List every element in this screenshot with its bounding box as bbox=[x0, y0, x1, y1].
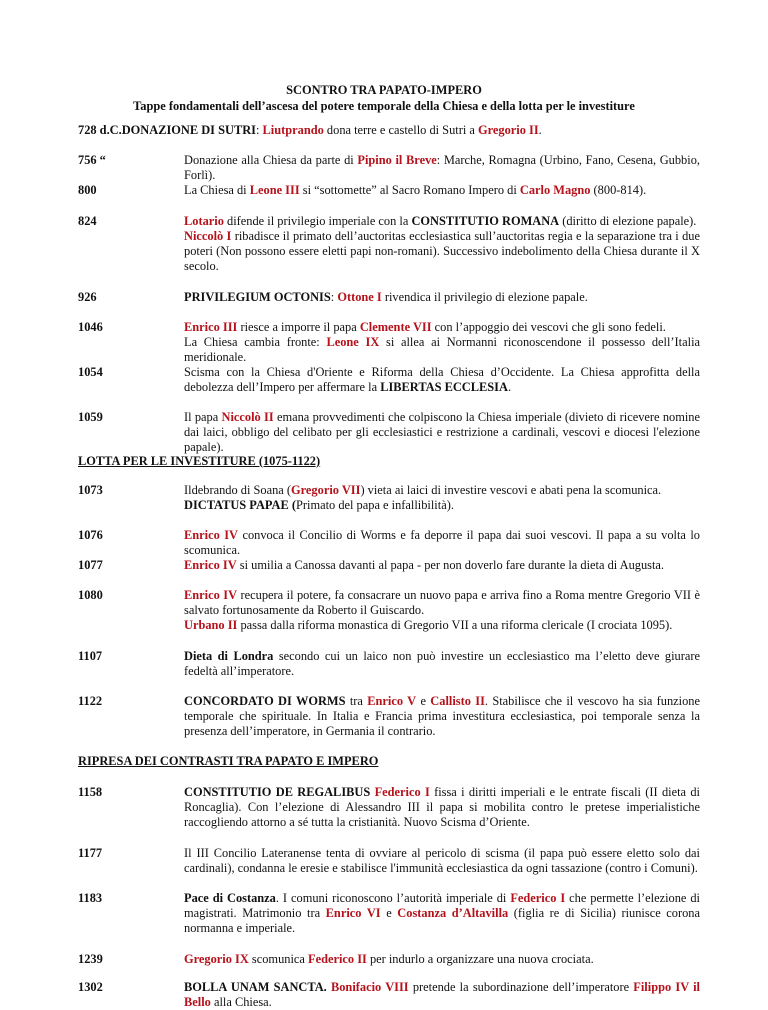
entry-text-segment: . Stabilisce che il vescovo ha sia funzione temporale che spirituale. In Italia e Francia prima investitura ecclesiastica, poi temporale senza la presenza dell’imperatore, in Germania il contrario. bbox=[184, 694, 701, 738]
entry-date: 1158 bbox=[78, 785, 103, 799]
entry-line bbox=[184, 320, 700, 335]
entry-line bbox=[184, 952, 700, 967]
document-title: SCONTRO TRA PAPATO-IMPERO bbox=[286, 83, 482, 97]
entry-text-segment: emana provvedimenti che colpiscono la Chiesa imperiale (divieto di ricevere nomine dai laici, obbligo del celibato per gli ecclesiastici e restrizione a cardinali, vescovi e diocesi l'elezione papale). bbox=[184, 410, 700, 454]
person-name: Clemente VII bbox=[359, 320, 432, 334]
entry-text-segment: : Marche, Romagna (Urbino, Fano, Cesena, Gubbio, Forlì). bbox=[184, 153, 700, 182]
timeline-entry-1076 bbox=[78, 528, 700, 558]
person-name: Federico I bbox=[510, 891, 566, 905]
entry-text-segment: alla Chiesa. bbox=[210, 995, 272, 1009]
entry-text-segment: e bbox=[416, 694, 431, 708]
person-name: Bonifacio VIII bbox=[330, 980, 409, 994]
person-name: Enrico IV bbox=[184, 528, 239, 542]
person-name: Carlo Magno bbox=[519, 183, 591, 197]
entry-text-segment: rivendica il privilegio di elezione papale. bbox=[381, 290, 588, 304]
timeline-entry-756 bbox=[78, 153, 700, 183]
entry-text-segment: ribadisce il primato dell’auctoritas ecclesiastica sull’auctoritas regia e la separazione tra i due poteri (Non possono essere eletti papi non-romani). Successivo indebolimento della Chiesa durante il X secolo. bbox=[184, 229, 700, 273]
entry-text-segment: passa dalla riforma monastica di Gregorio VII a una riforma clericale (I crociata 1095). bbox=[237, 618, 673, 632]
person-name: Leone III bbox=[249, 183, 300, 197]
entry-text bbox=[184, 153, 700, 183]
entry-date: 1122 bbox=[78, 694, 103, 708]
entry-text bbox=[184, 649, 700, 679]
key-term: Dieta di Londra bbox=[184, 649, 274, 663]
entry-text bbox=[184, 588, 700, 633]
entry-text bbox=[184, 483, 700, 513]
entry-text-segment: Donazione alla Chiesa da parte di bbox=[184, 153, 358, 167]
entry-date: 1302 bbox=[78, 980, 103, 994]
entry-text bbox=[184, 846, 700, 876]
timeline-entry-1080 bbox=[78, 588, 700, 633]
entry-text bbox=[184, 694, 700, 739]
entry-line bbox=[184, 649, 700, 679]
entry-line bbox=[184, 694, 700, 739]
person-name: Enrico V bbox=[367, 694, 417, 708]
person-name: Gregorio IX bbox=[184, 952, 249, 966]
entry-date: 1054 bbox=[78, 365, 103, 379]
entry-line bbox=[184, 183, 700, 198]
entry-line bbox=[122, 123, 542, 137]
person-name: Pipino il Breve bbox=[357, 153, 437, 167]
section-heading-contrasti: RIPRESA DEI CONTRASTI TRA PAPATO E IMPERO bbox=[78, 754, 379, 768]
entry-line bbox=[184, 153, 700, 183]
entry-date: 926 bbox=[78, 290, 97, 304]
timeline-entry-1054 bbox=[78, 365, 700, 395]
entry-text bbox=[184, 365, 700, 395]
entry-line bbox=[184, 846, 700, 876]
entry-text-segment: e bbox=[380, 906, 398, 920]
person-name: Federico I bbox=[374, 785, 430, 799]
timeline-entry-1107 bbox=[78, 649, 700, 679]
entry-text-segment: . bbox=[507, 380, 512, 394]
entry-text-segment: La Chiesa di bbox=[184, 183, 250, 197]
timeline-entry-800 bbox=[78, 183, 700, 198]
timeline-entry-1077 bbox=[78, 558, 700, 573]
entry-text-segment: Il papa bbox=[184, 410, 222, 424]
entry-text-segment: Ildebrando di Soana ( bbox=[184, 483, 292, 497]
person-name: Enrico VI bbox=[325, 906, 381, 920]
entry-line bbox=[184, 785, 700, 830]
entry-line bbox=[184, 980, 700, 1010]
entry-text-segment: Scisma con la Chiesa d'Oriente e Riforma della Chiesa d’Occidente. La Chiesa approfitta della debolezza dell’Impero per affermare la bbox=[184, 365, 700, 394]
person-name: Leone IX bbox=[326, 335, 380, 349]
entry-text-segment: si umilia a Canossa davanti al papa - per non doverlo fare durante la dieta di Augusta. bbox=[236, 558, 665, 572]
entry-text-segment: . I comuni riconoscono l’autorità imperiale di bbox=[275, 891, 511, 905]
entry-text-segment: Primato del papa e infallibilità). bbox=[295, 498, 454, 512]
entry-text bbox=[184, 320, 700, 365]
person-name: Niccolò I bbox=[184, 229, 232, 243]
entry-text bbox=[184, 183, 700, 198]
entry-line bbox=[184, 290, 700, 305]
entry-date: 1239 bbox=[78, 952, 103, 966]
entry-text-segment: (800-814). bbox=[590, 183, 647, 197]
timeline-entry-1073 bbox=[78, 483, 700, 513]
entry-line bbox=[184, 498, 700, 513]
entry-text-segment: che permette l’elezione di magistrati. Matrimonio tra bbox=[184, 891, 700, 920]
person-name: Gregorio II bbox=[477, 123, 539, 137]
document-subtitle: Tappe fondamentali dell’ascesa del potere temporale della Chiesa e della lotta per le investiture bbox=[133, 99, 635, 113]
timeline-entry-824 bbox=[78, 214, 700, 274]
entry-line bbox=[184, 558, 700, 573]
entry-line bbox=[184, 588, 700, 618]
timeline-entry-1158 bbox=[78, 785, 700, 830]
entry-text bbox=[184, 980, 700, 1010]
entry-line bbox=[184, 483, 700, 498]
entry-text-segment: si “sottomette” al Sacro Romano Impero di bbox=[299, 183, 520, 197]
key-term: Pace di Costanza bbox=[184, 891, 276, 905]
person-name: Costanza d’Altavilla bbox=[397, 906, 509, 920]
entry-text-segment: difende il privilegio imperiale con la bbox=[223, 214, 412, 228]
person-name: Liutprando bbox=[262, 123, 324, 137]
entry-line bbox=[184, 528, 700, 558]
entry-line bbox=[184, 891, 700, 936]
entry-text-segment: : bbox=[255, 123, 263, 137]
entry-text-segment: : bbox=[330, 290, 338, 304]
timeline-entry-728 bbox=[78, 123, 700, 138]
entry-text-segment: si allea ai Normanni riconoscendone il possesso dell’Italia meridionale. bbox=[184, 335, 701, 364]
entry-text bbox=[184, 410, 700, 455]
entry-text-segment: (figlia re di Sicilia) riunisce corona normanna e imperiale. bbox=[184, 906, 700, 935]
entry-text bbox=[184, 558, 700, 573]
person-name: Ottone I bbox=[337, 290, 382, 304]
key-term: BOLLA UNAM SANCTA. bbox=[184, 980, 327, 994]
entry-line bbox=[184, 618, 700, 633]
entry-text-segment: La Chiesa cambia fronte: bbox=[184, 335, 327, 349]
entry-text-segment: . bbox=[538, 123, 542, 137]
timeline-entry-1183 bbox=[78, 891, 700, 936]
section-heading-investiture: LOTTA PER LE INVESTITURE (1075-1122) bbox=[78, 454, 321, 468]
entry-date: 1076 bbox=[78, 528, 103, 542]
entry-date: 1077 bbox=[78, 558, 103, 572]
person-name: Lotario bbox=[184, 214, 224, 228]
entry-text bbox=[184, 891, 700, 936]
entry-date: 756 “ bbox=[78, 153, 106, 167]
entry-line bbox=[184, 335, 700, 365]
key-term: DICTATUS PAPAE ( bbox=[184, 498, 296, 512]
timeline-entry-1302 bbox=[78, 980, 700, 1010]
person-name: Enrico IV bbox=[184, 558, 237, 572]
entry-date: 1183 bbox=[78, 891, 103, 905]
entry-text-segment: riesce a imporre il papa bbox=[237, 320, 360, 334]
entry-date: 824 bbox=[78, 214, 97, 228]
entry-text-segment: convoca il Concilio di Worms e fa deporre il papa dai suoi vescovi. Il papa a su volta lo scomunica. bbox=[184, 528, 700, 557]
entry-line bbox=[184, 410, 700, 455]
key-term: CONCORDATO DI WORMS bbox=[184, 694, 346, 708]
entry-text-segment: fissa i diritti imperiali e le entrate fiscali (II dieta di Roncaglia). Con l’elezione di Alessandro III il papa si mobilita contro le pretese imperialistiche raccogliendo attorno a sé tutta la cristianità. Nuovo Scisma d’Oriente. bbox=[184, 785, 700, 829]
entry-line bbox=[184, 229, 700, 274]
person-name: Niccolò II bbox=[221, 410, 274, 424]
entry-text-segment: dona terre e castello di Sutri a bbox=[323, 123, 478, 137]
timeline-entry-1177 bbox=[78, 846, 700, 876]
entry-text-segment: scomunica bbox=[248, 952, 308, 966]
entry-date: 1177 bbox=[78, 846, 103, 860]
entry-line bbox=[184, 214, 700, 229]
document-header bbox=[0, 82, 768, 114]
entry-text-segment: per indurlo a organizzare una nuova crociata. bbox=[366, 952, 594, 966]
person-name: Filippo IV il Bello bbox=[184, 980, 700, 1009]
timeline-entry-1122 bbox=[78, 694, 700, 739]
timeline-entry-1239 bbox=[78, 952, 700, 967]
entry-text-segment: ) vieta ai laici di investire vescovi e abati pena la scomunica. bbox=[360, 483, 662, 497]
timeline-entry-1059 bbox=[78, 410, 700, 455]
entry-date: 1107 bbox=[78, 649, 103, 663]
key-term: LIBERTAS ECCLESIA bbox=[380, 380, 508, 394]
entry-date: 1046 bbox=[78, 320, 103, 334]
entry-text-segment: secondo cui un laico non può investire un ecclesiastico ma l’eletto deve giurare fedeltà all’imperatore. bbox=[184, 649, 700, 678]
entry-text-segment: Il III Concilio Lateranense tenta di ovviare al pericolo di scisma (il papa può essere eletto solo dai cardinali), condanna le eresie e stabilisce l'immunità ecclesiastica da ogni tassazione (contro i Comuni). bbox=[184, 846, 700, 875]
key-term: PRIVILEGIUM OCTONIS bbox=[184, 290, 331, 304]
timeline-entry-926 bbox=[78, 290, 700, 305]
key-term: CONSTITUTIO DE REGALIBUS bbox=[184, 785, 371, 799]
entry-date: 1073 bbox=[78, 483, 103, 497]
entry-text-segment: tra bbox=[345, 694, 368, 708]
entry-text bbox=[78, 123, 700, 138]
key-term: DONAZIONE DI SUTRI bbox=[121, 123, 256, 137]
entry-date: 800 bbox=[78, 183, 97, 197]
entry-line bbox=[184, 365, 700, 395]
entry-text-segment: recupera il potere, fa consacrare un nuovo papa e arriva fino a Roma mentre Gregorio VII è salvato fortunosamente da Roberto il Guiscardo. bbox=[184, 588, 701, 617]
key-term: CONSTITUTIO ROMANA bbox=[411, 214, 560, 228]
entry-text bbox=[184, 785, 700, 830]
entry-text bbox=[184, 528, 700, 558]
entry-text bbox=[184, 214, 700, 274]
timeline-entry-1046 bbox=[78, 320, 700, 365]
entry-text bbox=[184, 952, 700, 967]
person-name: Callisto II bbox=[430, 694, 485, 708]
person-name: Urbano II bbox=[184, 618, 238, 632]
entry-text-segment: pretende la subordinazione dell’imperatore bbox=[408, 980, 634, 994]
entry-text-segment: (diritto di elezione papale). bbox=[559, 214, 697, 228]
entry-date: 1059 bbox=[78, 410, 103, 424]
entry-text-segment: con l’appoggio dei vescovi che gli sono fedeli. bbox=[431, 320, 666, 334]
entry-date: 728 d.C. bbox=[78, 123, 122, 137]
entry-text bbox=[184, 290, 700, 305]
person-name: Enrico III bbox=[184, 320, 238, 334]
person-name: Enrico IV bbox=[184, 588, 238, 602]
entry-date: 1080 bbox=[78, 588, 103, 602]
person-name: Federico II bbox=[308, 952, 367, 966]
person-name: Gregorio VII bbox=[291, 483, 361, 497]
